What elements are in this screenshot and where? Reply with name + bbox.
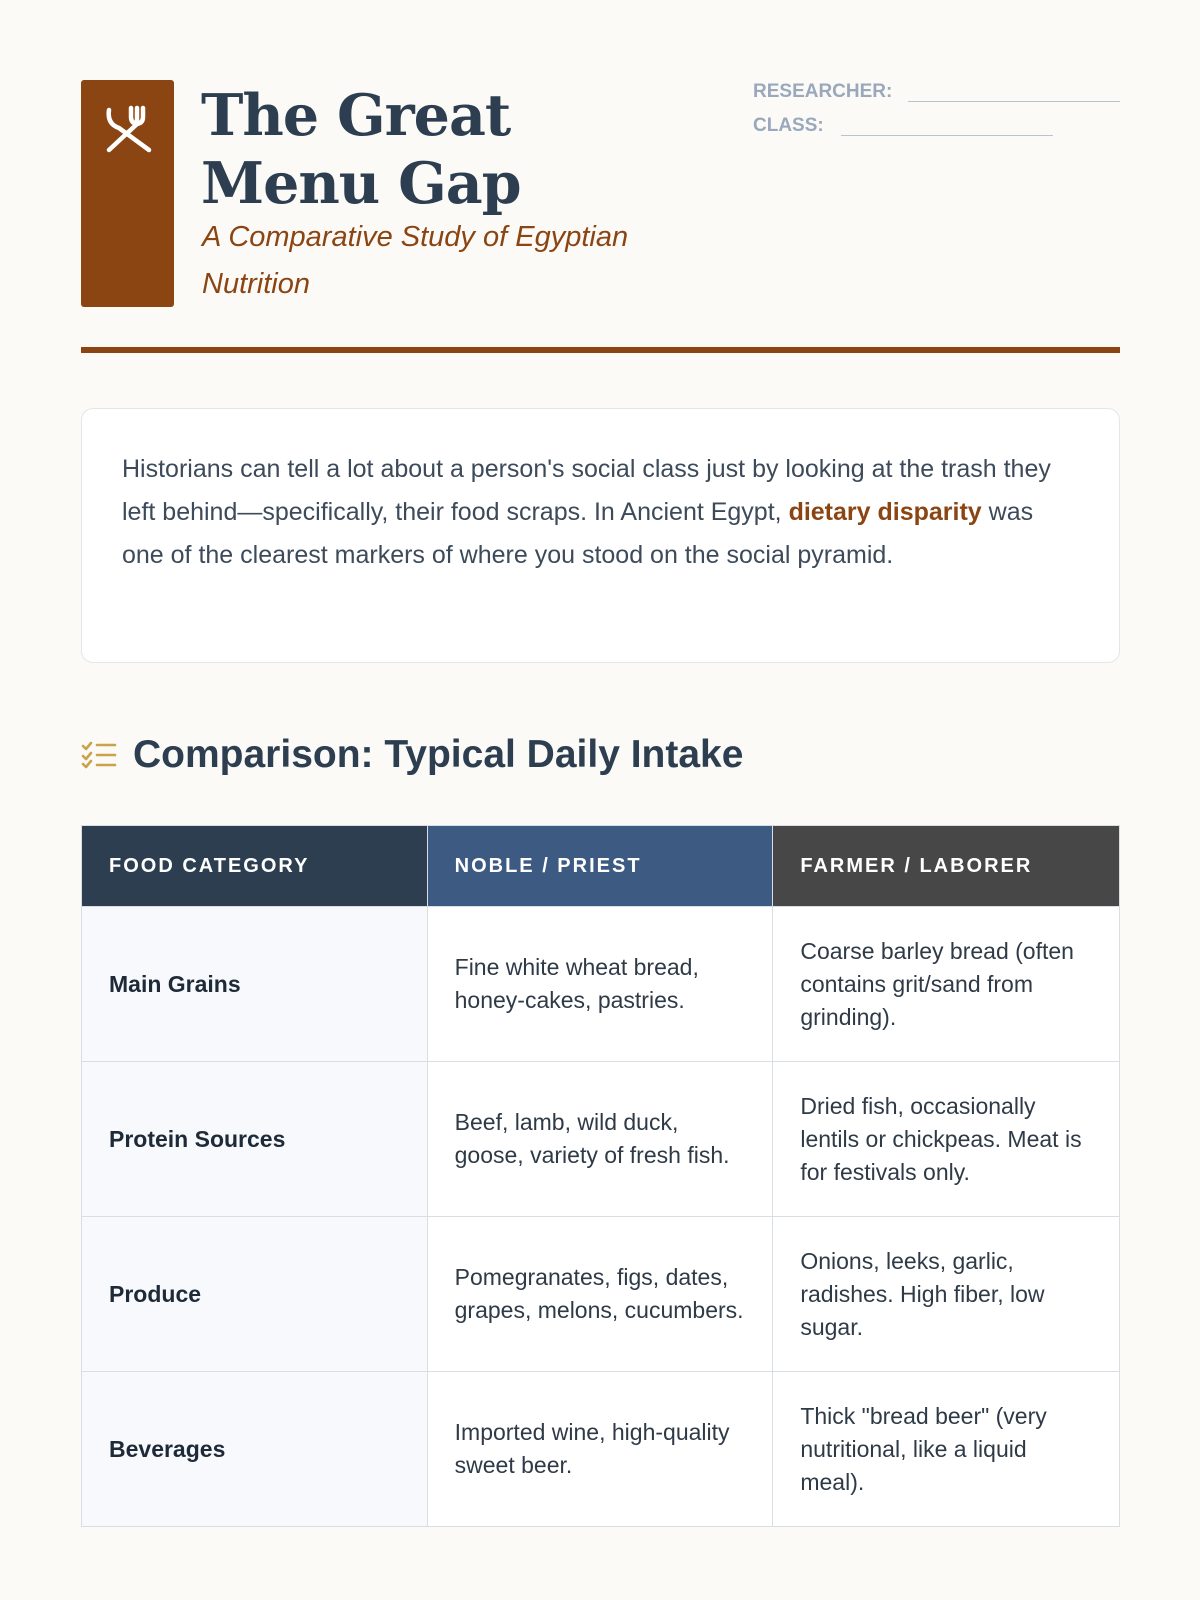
intro-text-start: Historians can tell a lot about a person's social class just by looking at the trash they left behind—specifically, their food scraps. In Ancient Egypt, (122, 455, 1051, 526)
header-food-category: FOOD CATEGORY (82, 826, 428, 907)
noble-cell: Pomegranates, figs, dates, grapes, melons, cucumbers. (427, 1217, 773, 1372)
intro-card (81, 408, 1120, 663)
table-row (82, 1372, 1120, 1527)
noble-cell: Imported wine, high-quality sweet beer. (427, 1372, 773, 1527)
class-row (753, 114, 1123, 148)
utensils-crossed-icon (101, 102, 155, 156)
page-subtitle: A Comparative Study of Egyptian Nutrition (202, 221, 629, 300)
row-category: Main Grains (82, 907, 428, 1062)
student-info (753, 80, 1123, 148)
class-label: CLASS: (753, 115, 824, 136)
noble-cell: Beef, lamb, wild duck, goose, variety of fresh fish. (427, 1062, 773, 1217)
researcher-field[interactable] (908, 101, 1120, 102)
farmer-cell: Thick "bread beer" (very nutritional, like a liquid meal). (773, 1372, 1120, 1527)
section-title: Comparison: Typical Daily Intake (133, 733, 744, 776)
table-row (82, 907, 1120, 1062)
worksheet-page (81, 80, 1120, 1495)
farmer-cell: Onions, leeks, garlic, radishes. High fiber, low sugar. (773, 1217, 1120, 1372)
researcher-row (753, 80, 1123, 114)
section-heading (81, 730, 743, 780)
row-category: Produce (82, 1217, 428, 1372)
row-category: Protein Sources (82, 1062, 428, 1217)
logo-block (81, 80, 174, 307)
class-field[interactable] (841, 135, 1053, 136)
noble-cell: Fine white wheat bread, honey-cakes, pastries. (427, 907, 773, 1062)
page-title: The Great Menu Gap (201, 82, 521, 217)
row-category: Beverages (82, 1372, 428, 1527)
researcher-label: RESEARCHER: (753, 81, 893, 102)
farmer-cell: Coarse barley bread (often contains grit/sand from grinding). (773, 907, 1120, 1062)
table-row (82, 1217, 1120, 1372)
checklist-icon (81, 740, 117, 770)
intro-highlight: dietary disparity (788, 498, 982, 526)
header-divider (81, 347, 1120, 353)
comparison-table (81, 825, 1120, 1527)
header-noble-priest: NOBLE / PRIEST (427, 826, 773, 907)
table-row (82, 1062, 1120, 1217)
worksheet-header (81, 80, 1120, 350)
farmer-cell: Dried fish, occasionally lentils or chickpeas. Meat is for festivals only. (773, 1062, 1120, 1217)
header-farmer-laborer: FARMER / LABORER (773, 826, 1120, 907)
intro-text-end: was one of the clearest markers of where you stood on the social pyramid. (122, 498, 1034, 569)
table-header-row (82, 826, 1120, 907)
